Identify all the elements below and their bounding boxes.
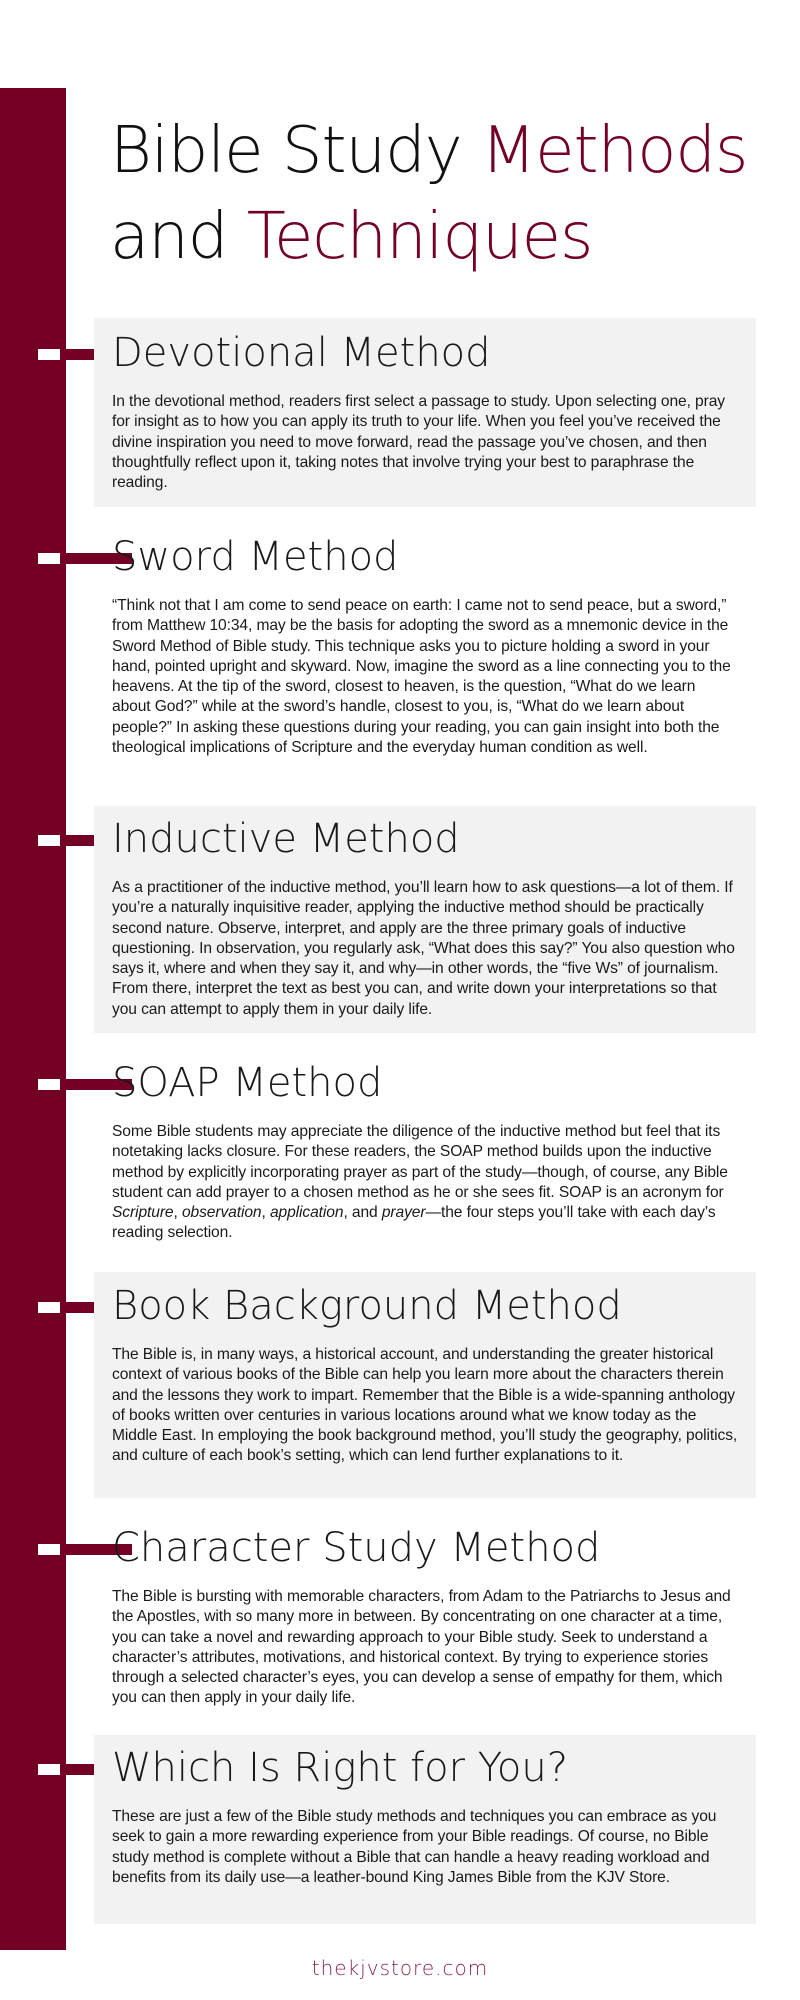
section-body-character-study: The Bible is bursting with memorable characters, from Adam to the Patriarchs to Jesus and the Apostles, with so many more in between. By concentrating on one character at a time, you can take a novel and rewarding approach to your Bible study. Seek to understand a character’s attributes, motivations, and historical context. By trying to experience stories through a selected character’s eyes, you can develop a sense of empathy for them, which you can then apply in your daily life. — [112, 1588, 731, 1707]
title-part-2: and — [110, 200, 247, 274]
section-body-book-background: The Bible is, in many ways, a historical account, and understanding the greater historical context of various books of the Bible can help you learn more about the characters therein and the lessons they work to impart. Remember that the Bible is a wide-spanning anthology of books written over centuries in various locations around what we know today as the Middle East. In employing the book background method, you’ll study the geography, politics, and culture of each book’s setting, which can lend further explanations to it. — [112, 1346, 738, 1465]
soap-body-intro: Some Bible students may appreciate the diligence of the inductive method but feel that its notetaking lacks closure. For these readers, the SOAP method builds upon the inductive method by explicitly incorporating prayer as part of the study—though, of course, any Bible student can add prayer to a chosen method as he or she sees fit. SOAP is an acronym for — [112, 1123, 728, 1201]
side-accent-bar — [0, 88, 66, 1950]
section-which-is-right — [94, 1735, 756, 1924]
title-accent-1: Methods — [480, 114, 748, 188]
soap-term-observation: observation — [181, 1204, 262, 1222]
soap-separator-2: , — [261, 1204, 270, 1222]
soap-term-application: application — [269, 1204, 344, 1222]
soap-separator-3: , and — [343, 1204, 382, 1222]
section-inductive-method — [94, 806, 756, 1033]
section-heading-book-background: Book Background Method — [112, 1283, 622, 1329]
section-body-which-is-right: These are just a few of the Bible study methods and techniques you can embrace as you seek to gain a more rewarding experience from your Bible readings. Of course, no Bible study method is complete without a Bible that can handle a heavy reading workload and benefits from its daily use—a leather-bound King James Bible from the KJV Store. — [112, 1808, 717, 1886]
soap-body-outro: —the four steps you’ll take with each day’s reading selection. — [112, 1204, 716, 1242]
section-soap-method — [94, 1058, 756, 1242]
page-title — [110, 108, 790, 280]
section-body-inductive: As a practitioner of the inductive method, you’ll learn how to ask questions—a lot of them. If you’re a naturally inquisitive reader, applying the inductive method should be practically second nature. Observe, interpret, and apply are the three primary goals of inductive questioning. In observation, you regularly ask, “What does this say?” You also question who says it, where and when they say it, and why—in other words, the “five Ws” of journalism. From there, interpret the text as best you can, and write down your interpretations so that you can attempt to apply them in your daily life. — [112, 879, 735, 1018]
section-body-sword: “Think not that I am come to send peace on earth: I came not to send peace, but a sword,” from Matthew 10:34, may be the basis for adopting the sword as a mnemonic device in the Sword Method of Bible study. This technique asks you to picture holding a sword in your hand, pointed upright and skyward. Now, imagine the sword as a line connecting you to the heavens. At the tip of the sword, closest to heaven, is the question, “What do we learn about God?” while at the sword’s handle, closest to you, is, “What do we learn about people?” In asking these questions during your reading, you can gain insight into both the theological implications of Scripture and the everyday human condition as well. — [112, 597, 731, 757]
section-heading-soap: SOAP Method — [112, 1060, 383, 1106]
soap-term-scripture: Scripture — [112, 1204, 174, 1222]
section-body-devotional: In the devotional method, readers first select a passage to study. Upon selecting one, pray for insight as to how you can apply its truth to your life. When you feel you’ve received the divine inspiration you need to move forward, read the passage you’ve chosen, and then thoughtfully reflect upon it, taking notes that involve trying your best to paraphrase the reading. — [112, 393, 725, 492]
soap-term-prayer: prayer — [381, 1204, 426, 1222]
section-book-background-method — [94, 1272, 756, 1498]
section-heading-which-is-right: Which Is Right for You? — [112, 1745, 568, 1791]
section-sword-method — [94, 532, 756, 782]
title-part-1: Bible Study — [110, 114, 481, 188]
footer-website: thekjvstore.com — [311, 1956, 489, 1980]
section-devotional-method — [94, 318, 756, 507]
section-heading-character-study: Character Study Method — [112, 1525, 601, 1571]
section-character-study-method — [94, 1523, 756, 1709]
section-body-soap — [112, 1122, 738, 1244]
section-heading-inductive: Inductive Method — [112, 816, 460, 862]
section-heading-sword: Sword Method — [112, 534, 399, 580]
section-heading-devotional: Devotional Method — [112, 330, 491, 376]
title-accent-2: Techniques — [246, 200, 593, 274]
soap-separator-1: , — [173, 1204, 182, 1222]
